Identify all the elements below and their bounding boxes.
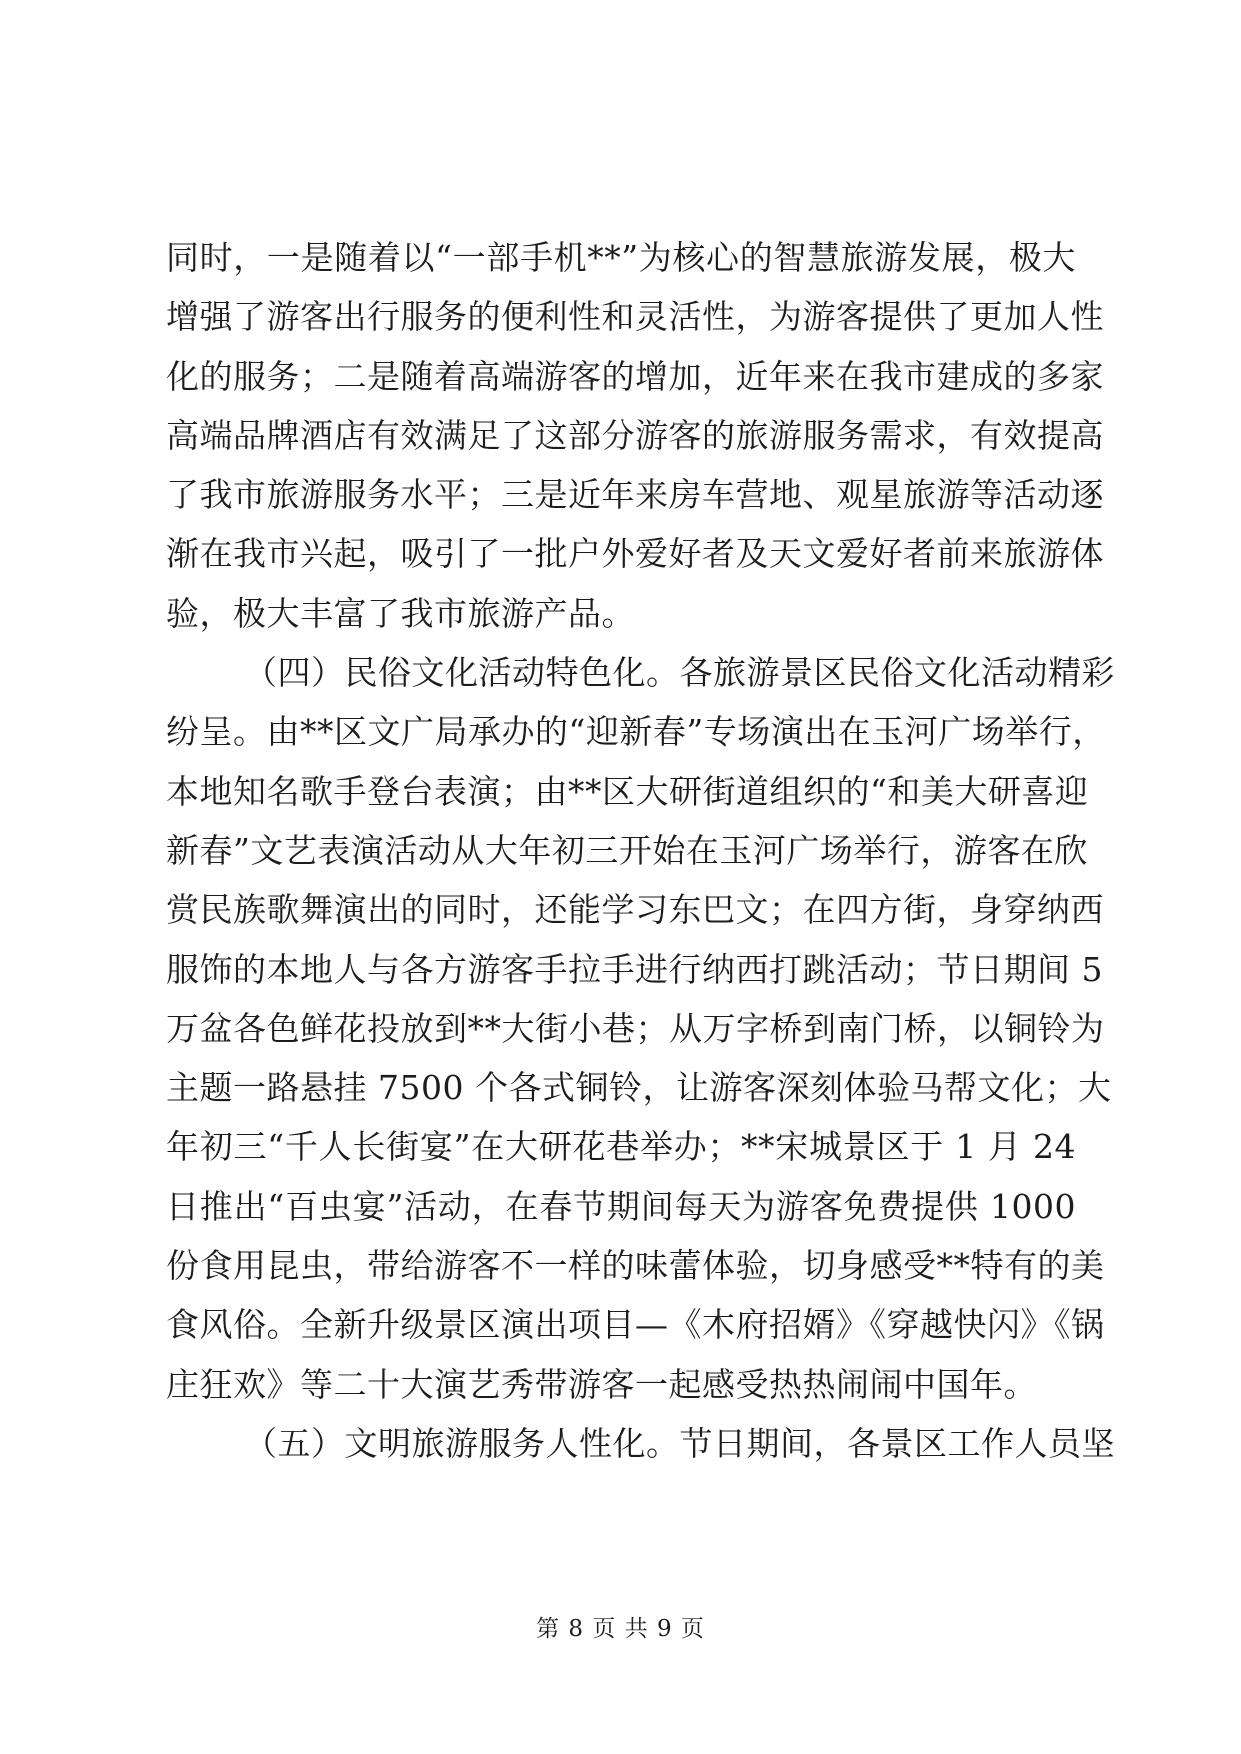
text-line: 日推出“百虫宴”活动，在春节期间每天为游客免费提供 1000 (166, 1186, 1076, 1226)
text-line: 增强了游客出行服务的便利性和灵活性，为游客提供了更加人性 (166, 297, 1104, 337)
text-line: 纷呈。由**区文广局承办的“迎新春”专场演出在玉河广场举行， (166, 712, 1106, 752)
text-line: 新春”文艺表演活动从大年初三开始在玉河广场举行，游客在欣 (166, 830, 1088, 870)
page-footer: 第 8 页 共 9 页 (536, 1616, 705, 1642)
text-line: 渐在我市兴起，吸引了一批户外爱好者及天文爱好者前来旅游体 (166, 534, 1104, 574)
text-line: 万盆各色鲜花投放到**大街小巷；从万字桥到南门桥，以铜铃为 (166, 1008, 1105, 1048)
text-line: 验，极大丰富了我市旅游产品。 (166, 593, 635, 633)
text-line: 庄狂欢》等二十大演艺秀带游客一起感受热热闹闹中国年。 (166, 1364, 1037, 1404)
text-line: 高端品牌酒店有效满足了这部分游客的旅游服务需求，有效提高 (166, 415, 1104, 455)
body-text (166, 228, 1115, 1473)
text-line: 年初三“千人长街宴”在大研花巷举办；**宋城景区于 1 月 24 (166, 1127, 1076, 1167)
text-line: 服饰的本地人与各方游客手拉手进行纳西打跳活动；节日期间 5 (166, 949, 1103, 989)
text-line: 份食用昆虫，带给游客不一样的味蕾体验，切身感受**特有的美 (166, 1246, 1105, 1286)
text-line: 本地知名歌手登台表演；由**区大研街道组织的“和美大研喜迎 (166, 771, 1089, 811)
text-line: 了我市旅游服务水平；三是近年来房车营地、观星旅游等活动逐 (166, 475, 1104, 515)
text-line: （四）民俗文化活动特色化。各旅游景区民俗文化活动精彩 (244, 653, 1115, 693)
text-line: 同时，一是随着以“一部手机**”为核心的智慧旅游发展，极大 (166, 238, 1076, 277)
text-line: （五）文明旅游服务人性化。节日期间，各景区工作人员坚 (244, 1423, 1115, 1463)
text-line: 食风俗。全新升级景区演出项目—《木府招婿》《穿越快闪》《锅 (166, 1305, 1105, 1345)
text-line: 化的服务；二是随着高端游客的增加，近年来在我市建成的多家 (166, 356, 1104, 396)
text-line: 主题一路悬挂 7500 个各式铜铃，让游客深刻体验马帮文化；大 (166, 1068, 1112, 1108)
text-line: 赏民族歌舞演出的同时，还能学习东巴文；在四方街，身穿纳西 (166, 890, 1104, 930)
